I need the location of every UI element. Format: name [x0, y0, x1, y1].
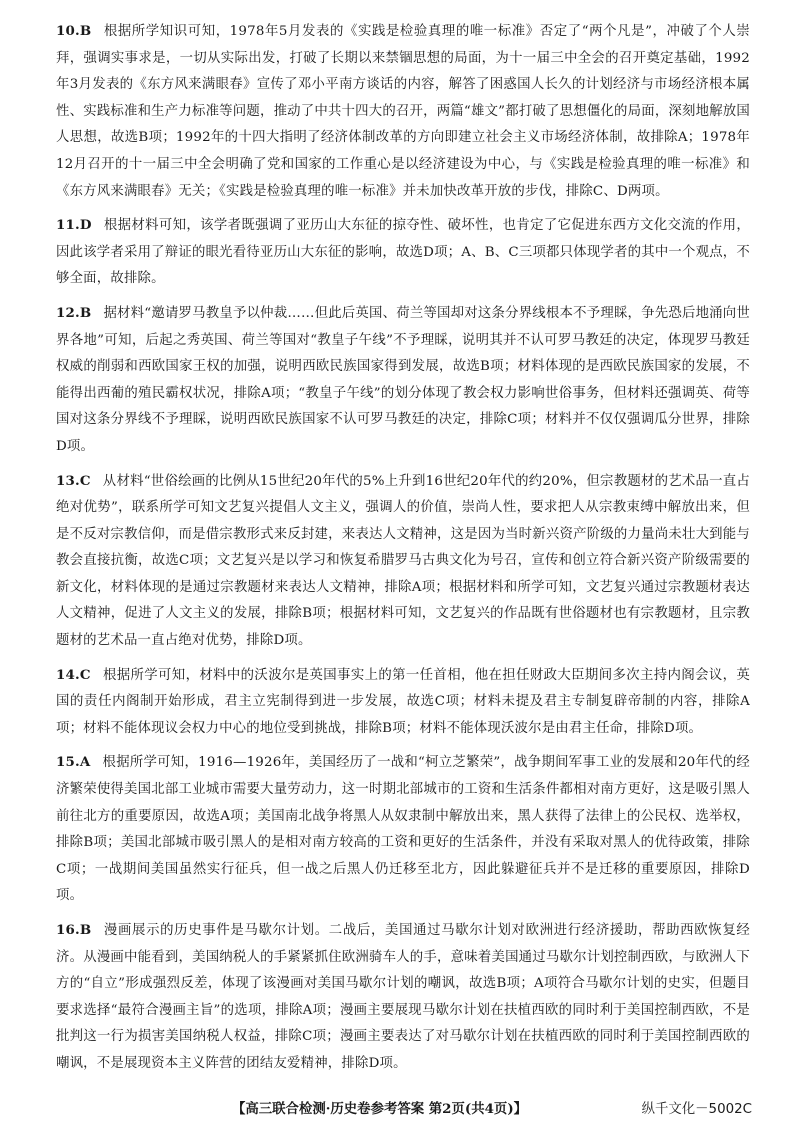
answer-letter: C: [79, 472, 91, 489]
answer-item-12: [56, 300, 750, 461]
question-number: 16.: [56, 922, 80, 938]
answer-letter: B: [79, 922, 92, 938]
answer-item-13: [56, 468, 750, 655]
answer-explanation: 据材料“邀请罗马教皇予以仲裁……但此后英国、荷兰等国却对这条分界线根本不予理睬，争先恐后地涌向世界各地”可知，后起之秀英国、荷兰等国对“教皇子午线”不予理睬，说明其并不认可罗马教廷的决定，体现罗马教廷权威的削弱和西欧国家王权的加强，说明西欧民族国家得到发展，故选B项；材料体现的是西欧民族国家的发展，不能得出西葡的殖民霸权状况，排除A项；“教皇子午线”的划分体现了教会权力影响世俗事务，但材料还强调英、荷等国对这条分界线不予理睬，说明西欧民族国家不认可罗马教廷的决定，排除C项；材料并不仅仅强调瓜分世界，排除D项。: [56, 305, 750, 454]
answer-explanation: 漫画展示的历史事件是马歇尔计划。二战后，美国通过马歇尔计划对欧洲进行经济援助，帮助西欧恢复经济。从漫画中能看到，美国纳税人的手紧紧抓住欧洲骑车人的手，意味着美国通过马歇尔计划控制西欧，与欧洲人下方的“自立”形成强烈反差，体现了该漫画对美国马歇尔计划的嘲讽，故选B项；A项符合马歇尔计划的史实，但题目要求选择“最符合漫画主旨”的选项，排除A项；漫画主要展现马歇尔计划在扶植西欧的同时利于美国控制西欧，不是批判这一行为损害美国纳税人权益，排除C项；漫画主要表达了对马歇尔计划在扶植西欧的同时利于美国控制西欧的嘲讽，不是展现资本主义阵营的团结友爱精神，排除D项。: [56, 923, 750, 1071]
answer-list: [56, 18, 750, 1085]
question-number: 12.: [56, 304, 80, 321]
question-number: 11.: [56, 217, 80, 234]
question-number: 13.: [56, 472, 80, 489]
question-number: 15.: [56, 754, 80, 771]
footer-code: 纵千文化－5002C: [641, 1102, 752, 1117]
answer-letter: B: [79, 304, 92, 321]
answer-explanation: 根据材料可知，该学者既强调了亚历山大东征的掠夺性、破坏性，也肯定了它促进东西方文化交流的作用，因此该学者采用了辩证的眼光看待亚历山大东征的影响，故选D项；A、B、C三项都只体现学者的其中一个观点，不够全面，故排除。: [56, 218, 750, 287]
answer-explanation: 根据所学可知，1916—1926年，美国经历了一战和“柯立芝繁荣”，战争期间军事工业的发展和20年代的经济繁荣使得美国北部工业城市需要大量劳动力，这一时期北部城市的工资和生活条件都相对南方更好，这是吸引黑人前往北方的重要原因，故选A项；美国南北战争将黑人从奴隶制中解放出来，黑人获得了法律上的公民权、选举权，排除B项；美国北部城市吸引黑人的是相对南方较高的工资和更好的生活条件，并没有采取对黑人的优待政策，排除C项；一战期间美国虽然实行征兵，但一战之后黑人仍迁移至北方，因此躲避征兵并不是迁移的重要原因，排除D项。: [56, 755, 750, 904]
answer-item-15: [56, 749, 750, 910]
answer-item-10: [56, 18, 750, 205]
answer-item-14: [56, 662, 750, 743]
answer-letter: D: [79, 217, 92, 234]
footer-page-info: 【高三联合检测·历史卷参考答案 第2页(共4页)】: [232, 1101, 528, 1117]
answer-letter: B: [79, 23, 92, 39]
answer-explanation: 从材料“世俗绘画的比例从15世纪20年代的5%上升到16世纪20年代的约20%，但宗教题材的艺术品一直占绝对优势”，联系所学可知文艺复兴提倡人文主义，强调人的价值，崇尚人性，要求把人从宗教束缚中解放出来，但是不反对宗教信仰，而是借宗教形式来反封建，来表达人文精神，这是因为当时新兴资产阶级的力量尚未壮大到能与教会直接抗衡，故选C项；文艺复兴是以学习和恢复希腊罗马古典文化为号召，宣传和创立符合新兴资产阶级需要的新文化，材料体现的是通过宗教题材来表达人文精神，排除A项；根据材料和所学可知，文艺复兴通过宗教题材表达人文精神，促进了人文主义的发展，排除B项；根据材料可知，文艺复兴的作品既有世俗题材也有宗教题材，且宗教题材的艺术品一直占绝对优势，排除D项。: [56, 473, 750, 649]
answer-letter: C: [79, 666, 91, 683]
question-number: 10.: [56, 23, 80, 39]
answer-item-11: [56, 212, 750, 293]
answer-letter: A: [79, 754, 91, 771]
answer-explanation: 根据所学可知，材料中的沃波尔是英国事实上的第一任首相，他在担任财政大臣期间多次主持内阁会议，英国的责任内阁制开始形成，君主立宪制得到进一步发展，故选C项；材料未提及君主专制复辟帝制的内容，排除A项；材料不能体现议会权力中心的地位受到挑战，排除B项；材料不能体现沃波尔是由君主任命，排除D项。: [56, 667, 750, 736]
answer-item-16: [56, 917, 750, 1078]
answer-explanation: 根据所学知识可知，1978年5月发表的《实践是检验真理的唯一标准》否定了“两个凡是”，冲破了个人崇拜，强调实事求是，一切从实际出发，打破了长期以来禁锢思想的局面，为十一届三中全会的召开奠定基础，1992年3月发表的《东方风来满眼春》宣传了邓小平南方谈话的内容，解答了困惑国人长久的计划经济与市场经济根本属性、实践标准和生产力标准等问题，推动了中共十四大的召开，两篇“雄文”都打破了思想僵化的局面，深刻地解放国人思想，故选B项；1992年的十四大指明了经济体制改革的方向即建立社会主义市场经济体制，故排除A；1978年12月召开的十一届三中全会明确了党和国家的工作重心是以经济建设为中心，与《实践是检验真理的唯一标准》和《东方风来满眼春》无关；《实践是检验真理的唯一标准》并未加快改革开放的步伐，排除C、D两项。: [56, 24, 750, 199]
question-number: 14.: [56, 666, 80, 683]
